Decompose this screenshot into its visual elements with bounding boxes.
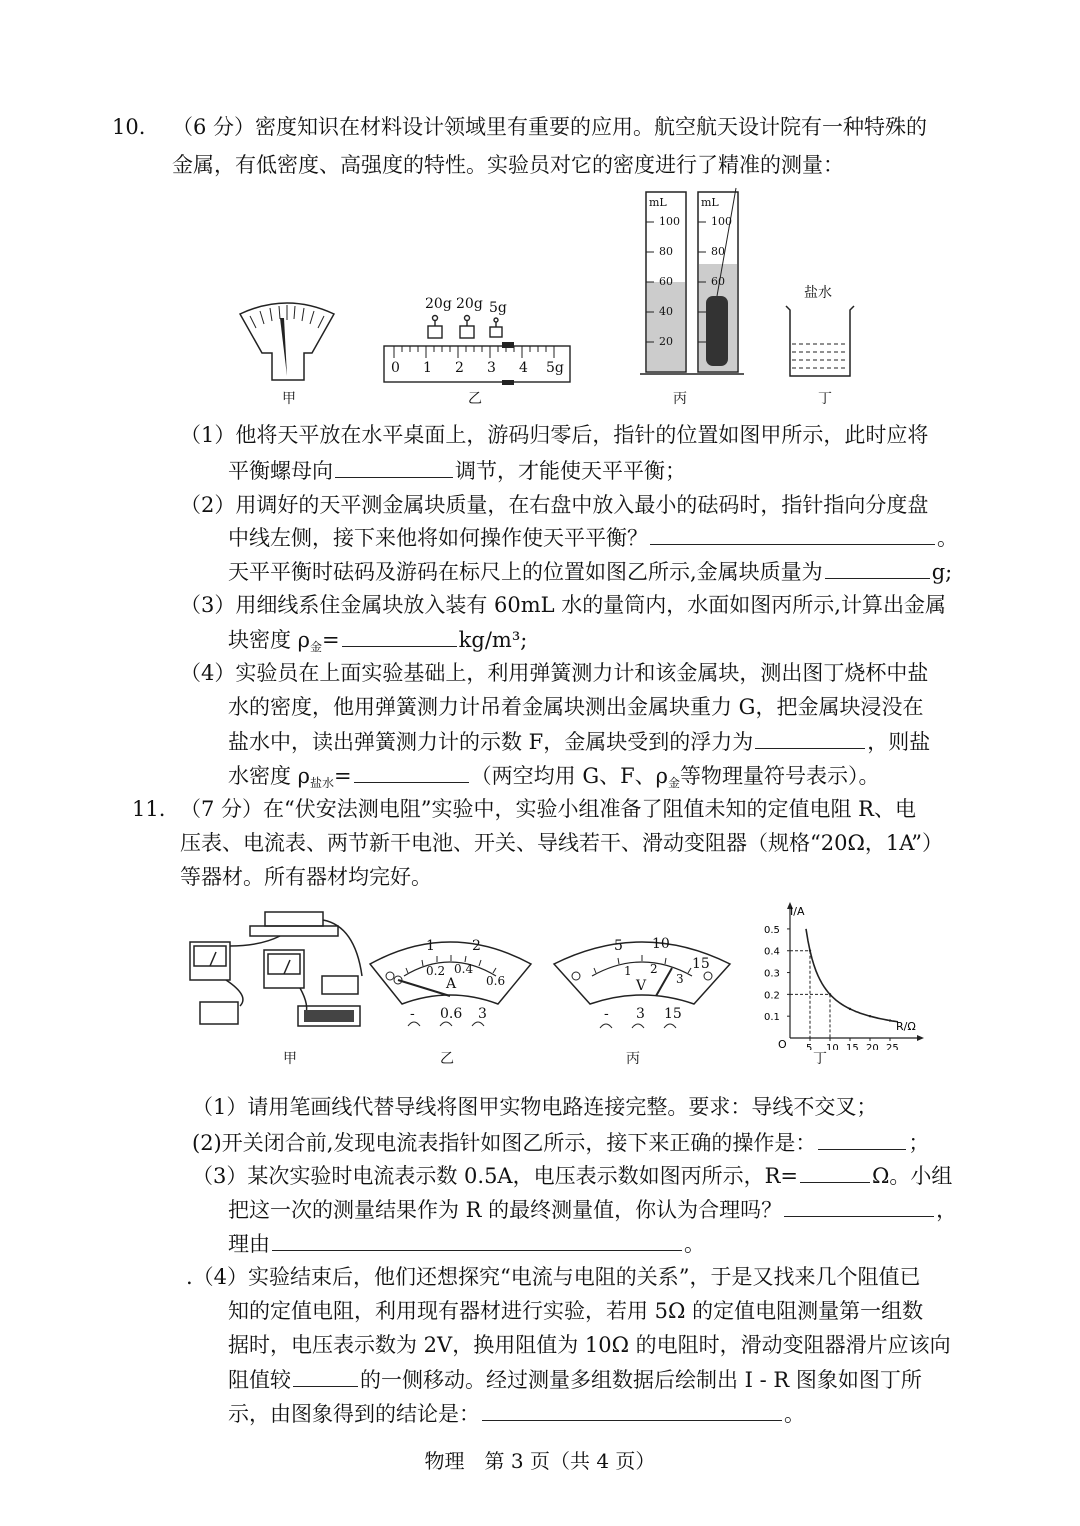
- q11-blank-5[interactable]: [293, 1364, 358, 1387]
- cyl2-unit: mL: [701, 196, 719, 209]
- q11-number: 11.: [132, 797, 166, 821]
- ammeter-top-1: 1: [426, 938, 435, 954]
- data-point: [889, 1019, 891, 1021]
- ammeter-bottom-3: 0.6: [486, 974, 506, 988]
- voltmeter-top-3: 15: [692, 956, 710, 972]
- q11-blank-3[interactable]: [784, 1194, 934, 1217]
- q10-intro-1: （6 分）密度知识在材料设计领域里有重要的应用。航空航天设计院有一种特殊的: [172, 115, 928, 139]
- circuit-apparatus-figure: [180, 906, 370, 1036]
- q10-number: 10.: [112, 115, 146, 139]
- ammeter-figure: [368, 924, 533, 1039]
- voltmeter-top-1: 5: [614, 938, 623, 954]
- voltmeter-terminal-neg: -: [604, 1006, 609, 1022]
- x-tick-label: 5: [806, 1043, 813, 1050]
- q11-intro-2: 压表、电流表、两节新干电池、开关、导线若干、滑动变阻器（规格“20Ω，1A”）: [180, 831, 944, 855]
- balance-pointer: [280, 318, 287, 376]
- ammeter-symbol: A: [446, 976, 457, 992]
- ammeter-bottom-2: 0.4: [454, 962, 474, 976]
- i-r-curve: [806, 929, 898, 1022]
- q10-part1-line2: 平衡螺母向 调节，才能使天平平衡；: [228, 455, 686, 486]
- q11-part1: （1）请用笔画线代替导线将图甲实物电路连接完整。要求：导线不交叉；: [192, 1095, 878, 1119]
- q11-part3-line3: 理由 。: [228, 1228, 705, 1259]
- page-footer: 物理 第 3 页（共 4 页）: [424, 1449, 656, 1473]
- data-point: [829, 993, 831, 995]
- q11-fig-yi-caption: 乙: [440, 1051, 454, 1067]
- cyl1-mark-20: 20: [659, 335, 673, 348]
- ruler-tick-4: 4: [519, 360, 528, 376]
- q10-part2-line2: 中线左侧，接下来他将如何操作使天平平衡？ 。: [228, 522, 958, 553]
- chart-ylabel: I/A: [790, 905, 805, 918]
- rider-bottom: [502, 380, 514, 385]
- q10-part2-line3: 天平平衡时砝码及游码在标尺上的位置如图乙所示,金属块质量为 g;: [228, 556, 952, 587]
- q10-part4-line2: 水的密度，他用弹簧测力计吊着金属块测出金属块重力 G，把金属块浸没在: [228, 695, 924, 719]
- q11-part2: (2)开关闭合前,发现电流表指针如图乙所示，接下来正确的操作是： ；: [192, 1127, 929, 1158]
- q11-blank-6[interactable]: [482, 1398, 782, 1421]
- data-point: [869, 1015, 871, 1017]
- q11-intro-1: （7 分）在“伏安法测电阻”实验中，实验小组准备了阻值未知的定值电阻 R、电: [180, 797, 916, 821]
- ammeter-top-2: 2: [472, 938, 481, 954]
- q10-blank-5[interactable]: [755, 726, 865, 749]
- q10-part4-line3: 盐水中，读出弹簧测力计的示数 F，金属块受到的浮力为 ，则盐: [228, 726, 930, 757]
- ammeter-pointer: [398, 980, 450, 996]
- chart-xlabel: R/Ω: [896, 1020, 916, 1033]
- q10-intro-2: 金属，有低密度、高强度的特性。实验员对它的密度进行了精准的测量：: [172, 153, 844, 177]
- x-axis-arrow: [917, 1035, 924, 1041]
- q10-blank-2[interactable]: [650, 522, 935, 545]
- ruler-tick-0: 0: [391, 360, 400, 376]
- beaker-figure: [780, 282, 860, 382]
- cyl1-mark-100: 100: [659, 215, 680, 228]
- ruler-tick-2: 2: [455, 360, 464, 376]
- weight-label-1: 20g: [425, 296, 452, 312]
- weight-label-2: 20g: [456, 296, 483, 312]
- q11-intro-3: 等器材。所有器材均完好。: [180, 865, 432, 889]
- cyl1-unit: mL: [649, 196, 667, 209]
- voltmeter-terminal-15: 15: [664, 1006, 682, 1022]
- data-point: [849, 1008, 851, 1010]
- q10-blank-3[interactable]: [825, 556, 930, 579]
- q10-part4-line4: 水密度 $\rho_{盐水}=$ （两空均用 G、F、$\rho_金$等物理量符号表示）。: [228, 760, 880, 798]
- cyl2-mark-60: 60: [711, 275, 725, 288]
- measuring-cylinders-figure: [640, 186, 752, 386]
- q11-blank-1[interactable]: [818, 1127, 906, 1150]
- y-tick-label: 0.5: [764, 924, 780, 936]
- cyl1-mark-40: 40: [659, 305, 673, 318]
- y-tick-label: 0.4: [764, 946, 780, 958]
- q10-part3-line1: （3）用细线系住金属块放入装有 60mL 水的量筒内，水面如图丙所示,计算出金属: [180, 593, 946, 617]
- y-tick-label: 0.3: [764, 968, 780, 980]
- x-tick-label: 10: [826, 1043, 839, 1050]
- ruler-tick-3: 3: [487, 360, 496, 376]
- q11-fig-jia-caption: 甲: [283, 1051, 297, 1067]
- voltmeter-top-2: 10: [652, 936, 670, 952]
- q11-part3-line1: （3）某次实验时电流表示数 0.5A，电压表示数如图丙所示，R= Ω。小组: [192, 1160, 952, 1191]
- q10-part2-line1: （2）用调好的天平测金属块质量，在右盘中放入最小的砝码时，指针指向分度盘: [180, 493, 929, 517]
- ammeter-terminal-neg: -: [410, 1006, 415, 1022]
- voltmeter-bottom-1: 1: [624, 964, 632, 978]
- weight-label-3: 5g: [489, 300, 507, 316]
- voltmeter-bottom-2: 2: [650, 962, 658, 976]
- chart-origin: O: [778, 1038, 787, 1050]
- q10-fig-ding-caption: 丁: [818, 391, 832, 407]
- q11-part3-line2: 把这一次的测量结果作为 R 的最终测量值，你认为合理吗？ ，: [228, 1194, 957, 1225]
- q11-blank-4[interactable]: [272, 1228, 682, 1251]
- ammeter-bottom-1: 0.2: [426, 964, 446, 978]
- q11-part4-line2: 知的定值电阻，利用现有器材进行实验，若用 5Ω 的定值电阻测量第一组数: [228, 1299, 924, 1323]
- q10-fig-yi-caption: 乙: [468, 391, 482, 407]
- metal-block: [706, 296, 728, 366]
- voltmeter-terminal-3: 3: [636, 1006, 645, 1022]
- q10-part1-line1: （1）他将天平放在水平桌面上，游码归零后，指针的位置如图甲所示，此时应将: [180, 423, 929, 447]
- ammeter-terminal-06: 0.6: [440, 1006, 463, 1022]
- y-tick-label: 0.2: [764, 990, 780, 1002]
- q10-fig-bing-caption: 丙: [673, 391, 687, 407]
- cyl1-mark-60: 60: [659, 275, 673, 288]
- beaker-label: 盐水: [804, 285, 832, 301]
- q11-part4-line4: 阻值较 的一侧移动。经过测量多组数据后绘制出 I - R 图象如图丁所: [228, 1364, 922, 1395]
- rider-top: [502, 342, 514, 348]
- q10-part3-line2: 块密度 $\rho_金= kg/m^3$;: [228, 624, 527, 662]
- cyl2-mark-100: 100: [711, 215, 732, 228]
- ruler-tick-1: 1: [423, 360, 432, 376]
- i-r-graph: [760, 900, 930, 1050]
- voltmeter-symbol: V: [636, 978, 647, 994]
- data-point: [809, 950, 811, 952]
- q11-fig-ding-caption: 丁: [813, 1051, 827, 1067]
- x-tick-label: 20: [866, 1043, 879, 1050]
- q11-part4-line3: 据时，电压表示数为 2V，换用阻值为 10Ω 的电阻时，滑动变阻器滑片应该向: [228, 1333, 951, 1357]
- voltmeter-bottom-3: 3: [676, 972, 684, 986]
- cyl2-mark-80: 80: [711, 245, 725, 258]
- ammeter-terminal-3: 3: [478, 1006, 487, 1022]
- y-tick-label: 0.1: [764, 1012, 780, 1024]
- q11-fig-bing-caption: 丙: [626, 1051, 640, 1067]
- q10-blank-4[interactable]: [342, 624, 457, 647]
- q10-part4-line1: （4）实验员在上面实验基础上，利用弹簧测力计和该金属块，测出图丁烧杯中盐: [180, 661, 929, 685]
- voltmeter-figure: [552, 924, 732, 1039]
- cyl1-mark-80: 80: [659, 245, 673, 258]
- weights-and-scale-figure: [382, 296, 572, 386]
- x-tick-label: 25: [886, 1043, 899, 1050]
- q11-part4-line5: 示，由图象得到的结论是： 。: [228, 1398, 805, 1429]
- q11-part4-line1: .（4）实验结束后，他们还想探究“电流与电阻的关系”，于是又找来几个阻值已: [186, 1265, 921, 1289]
- q10-blank-1[interactable]: [335, 455, 453, 478]
- q10-fig-jia-caption: 甲: [282, 391, 296, 407]
- ruler-tick-5: 5g: [546, 360, 564, 376]
- voltmeter-pointer: [656, 968, 672, 996]
- balance-dial-figure: [232, 298, 342, 383]
- q10-blank-6[interactable]: [354, 760, 469, 783]
- q11-blank-2[interactable]: [800, 1160, 870, 1183]
- x-tick-label: 15: [846, 1043, 859, 1050]
